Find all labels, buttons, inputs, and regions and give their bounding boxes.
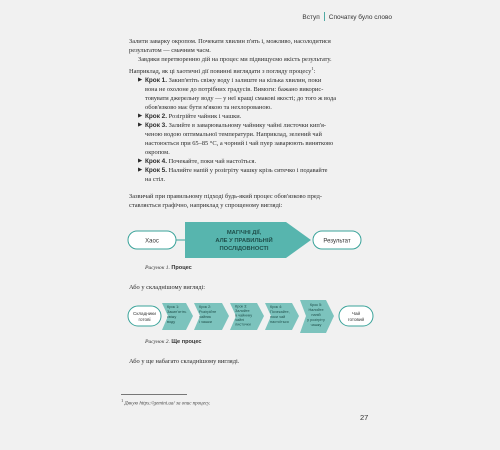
- step-arrow-4: [265, 303, 299, 330]
- step-arrow-text: воду: [167, 320, 176, 324]
- step-arrow-text: Крок 3:: [235, 304, 248, 309]
- ingredients-node: [128, 306, 161, 326]
- process-arrow-line: ПОСЛІДОВНОСТІ: [219, 246, 269, 252]
- step-line: вона не охолоне до потрібних градусів. Вимоги: бажано викорис-: [145, 86, 324, 94]
- step-arrow-text: Закип'ятіть: [167, 310, 187, 314]
- step-line: Почекайте, поки чай настоїться.: [168, 158, 257, 166]
- advice-text: Наприклад, як ці хаотичні дії повинні виглядати з погляду процесу: [129, 68, 312, 76]
- step-item: ▶ Крок 3. Залийте в заварювальному чайнику чайні листочки кип'я-: [138, 122, 327, 130]
- step-label: Крок 2.: [145, 113, 168, 121]
- step-line: окропом.: [145, 149, 170, 157]
- step-arrow-text: чайник: [199, 315, 212, 319]
- step-arrow-1: [162, 303, 193, 330]
- step-line: ченою водою оптимальної температури. Наприклад, зелений чай: [145, 131, 322, 139]
- step-arrow-text: чайні: [235, 318, 245, 322]
- step-arrow-text: в чайнику: [235, 313, 253, 318]
- caption-prefix: Рисунок 1.: [145, 265, 170, 271]
- step-line: Налийте напій у розігріту чашку крізь ситечко і подавайте: [168, 167, 328, 175]
- footnote-text: Дякую https://gemini.ua/ за опис процесу.: [124, 401, 211, 407]
- conclusion-line: ставляється графічно, наприклад у спрощеному вигляді:: [129, 202, 283, 210]
- step-arrow-text: Крок 5:: [309, 303, 323, 307]
- caption-title: Процес: [171, 265, 192, 271]
- header-title: Спочатку було слово: [328, 14, 392, 21]
- caption-prefix: Рисунок 2.: [145, 339, 170, 345]
- caption-title: Ще процес: [171, 339, 202, 345]
- step-line: товувати джерельну воду — у неї кращі смакові якості; до того ж вода: [145, 95, 337, 103]
- step-arrow-text: напій: [311, 313, 321, 317]
- header-section: Вступ: [302, 14, 320, 21]
- step-label: Крок 3.: [145, 122, 168, 130]
- step-line: Залийте в заварювальному чайнику чайні листочки кип'я-: [168, 122, 327, 130]
- complex-intro: Або у складнішому вигляді:: [129, 284, 206, 291]
- step-arrow-text: Розігрійте: [199, 310, 217, 314]
- chaos-label: Хаос: [145, 238, 159, 245]
- result-label: Результат: [323, 238, 351, 245]
- step-item: ▶ Крок 1. Закип'ятіть свіжу воду і залиште на кілька хвилин, поки: [138, 77, 322, 85]
- step-item: ▶ Крок 5. Налийте напій у розігріту чашку крізь ситечко і подавайте: [138, 167, 328, 175]
- step-arrow-text: листочки: [235, 322, 251, 327]
- step-arrow-text: чашку: [310, 323, 322, 327]
- step-label: Крок 1.: [145, 77, 168, 85]
- step-label: Крок 5.: [145, 167, 168, 175]
- tea-ready-node: [339, 306, 373, 326]
- footnote-ref: 1: [311, 66, 314, 71]
- tea-ready-label: Чай: [351, 311, 361, 316]
- step-item: ▶ Крок 4. Почекайте, поки чай настоїться.: [138, 158, 257, 166]
- step-item: ▶ Крок 2. Розігрійте чайник і чашки.: [138, 113, 242, 121]
- step-arrow-text: Залийте: [235, 309, 250, 313]
- step-arrow-text: свіжу: [167, 315, 177, 319]
- step-arrow-5: [300, 300, 334, 333]
- step-arrow-text: настоїться: [270, 320, 289, 324]
- step-arrow-text: Крок 4:: [270, 305, 283, 309]
- process-arrow-line: АЛЕ У ПРАВИЛЬНІЙ: [215, 238, 273, 244]
- step-line: Розігрійте чайник і чашки.: [168, 113, 242, 121]
- step-arrow-text: Крок 1:: [167, 305, 180, 309]
- intro-line: Залити заварку окропом. Почекати хвилин п'ять і, можливо, насолодитися: [129, 38, 331, 45]
- footnote-marker: 1: [121, 398, 124, 403]
- step-line: обов'язково має бути м'якою та нехлорованою.: [145, 104, 272, 112]
- figure-2-caption: [145, 339, 202, 345]
- ingredients-label: готові: [138, 317, 151, 322]
- step-arrow-text: і чашки: [199, 320, 212, 324]
- step-label: Крок 4.: [145, 158, 168, 166]
- step-arrow-text: Налийте: [308, 308, 324, 312]
- process-arrow-line: МАГІЧНІ ДІЇ,: [226, 230, 262, 236]
- figure-1-caption: [145, 265, 192, 271]
- step-line: Закип'ятіть свіжу воду і залиште на кілька хвилин, поки: [168, 77, 322, 85]
- conclusion-line: Зазвичай при правильному підході будь-який процес обов'язково пред-: [129, 193, 323, 201]
- footnote-rule: [121, 394, 187, 395]
- advice-line: Завдяки перетворенню дій на процес ми підвищуємо якість результату.: [138, 56, 332, 63]
- step-arrow-2: [194, 303, 229, 330]
- advice-colon: :: [313, 68, 316, 76]
- step-arrow-text: Почекайте,: [270, 310, 290, 314]
- tea-ready-label: готовий: [347, 317, 365, 322]
- step-arrow-text: у розігріту: [307, 318, 325, 322]
- intro-line: результатом — смачним часм.: [129, 47, 211, 54]
- step-line: настоюється при 65–85 °С, а чорний і чай пуер заварюють винятково: [145, 140, 334, 148]
- step-arrow-3: [230, 303, 264, 330]
- closing-line: Або у ще набагато складнішому вигляді.: [129, 358, 240, 365]
- step-line: на стіл.: [145, 176, 166, 184]
- step-arrow-text: Крок 2:: [199, 305, 212, 309]
- step-arrow-text: поки чай: [270, 315, 286, 319]
- ingredients-label: Складники: [133, 311, 156, 316]
- footnote: [121, 398, 210, 407]
- page-number: 27: [360, 413, 369, 422]
